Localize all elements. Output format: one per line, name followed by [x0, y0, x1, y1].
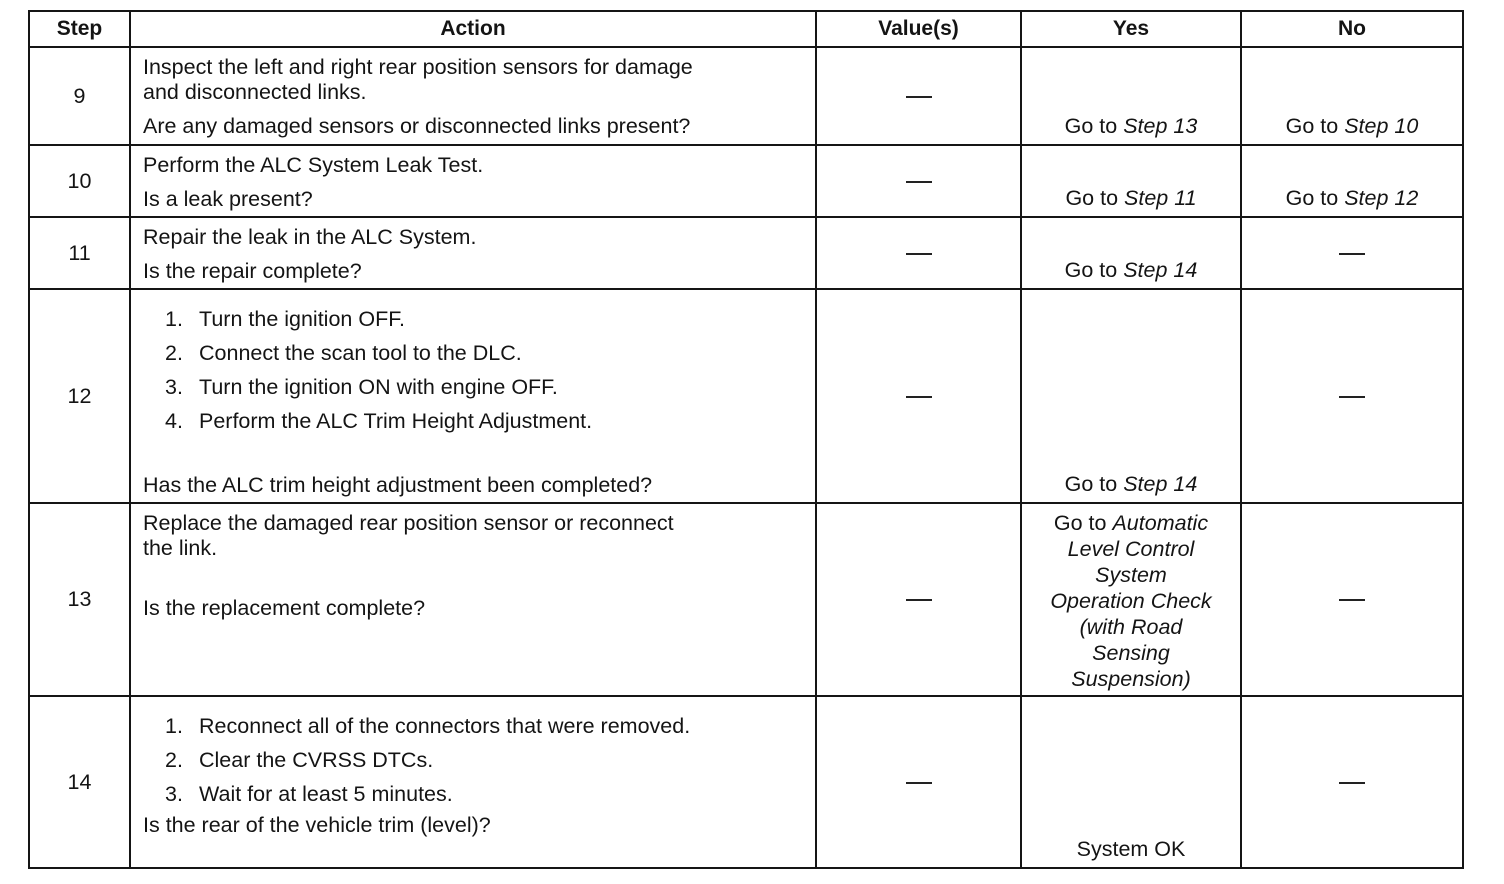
list-item: 2. Clear the CVRSS DTCs.: [165, 748, 434, 772]
yes-step-link: Step 13: [1123, 114, 1198, 138]
yes-prefix: Go to: [1064, 472, 1124, 496]
question-text: Is a leak present?: [143, 187, 313, 211]
yes-prefix: Go to: [1053, 511, 1113, 535]
dash-mark: [1339, 253, 1365, 255]
header-values: Value(s): [816, 11, 1021, 47]
dash-mark: [1339, 599, 1365, 601]
step-list: [143, 302, 805, 438]
step-number: 9: [29, 47, 130, 145]
yes-result: System OK: [1076, 837, 1186, 861]
yes-link-text: Level Control: [1067, 537, 1195, 561]
header-step: Step: [29, 11, 130, 47]
no-step-link: Step 10: [1344, 114, 1419, 138]
no-cell: [1241, 217, 1463, 289]
yes-prefix: Go to: [1064, 258, 1124, 282]
yes-link-text: System: [1095, 563, 1167, 587]
yes-cell: [1021, 696, 1241, 868]
action-text: the link.: [143, 536, 218, 560]
value-cell: [816, 47, 1021, 145]
yes-link-text: Operation Check: [1050, 589, 1212, 613]
action-cell: [130, 217, 816, 289]
dash-mark: [906, 181, 932, 183]
no-cell: [1241, 145, 1463, 217]
dash-mark: [906, 96, 932, 98]
yes-step-link: Step 14: [1123, 472, 1198, 496]
value-cell: [816, 696, 1021, 868]
no-prefix: Go to: [1285, 114, 1345, 138]
action-cell: [130, 503, 816, 696]
list-item: 3. Turn the ignition ON with engine OFF.: [165, 375, 558, 399]
question-text: Has the ALC trim height adjustment been completed?: [143, 473, 653, 497]
action-text: and disconnected links.: [143, 80, 367, 104]
dash-mark: [906, 782, 932, 784]
question-text: Is the replacement complete?: [143, 596, 426, 620]
table-row: [29, 503, 1463, 696]
action-cell: [130, 289, 816, 503]
no-cell: [1241, 289, 1463, 503]
yes-prefix: Go to: [1065, 186, 1125, 210]
yes-link-block: [1022, 510, 1240, 692]
value-cell: [816, 145, 1021, 217]
dash-mark: [1339, 396, 1365, 398]
diagnostic-table: [28, 10, 1464, 869]
yes-link-text: (with Road: [1079, 615, 1183, 639]
yes-link-text: Automatic: [1112, 511, 1209, 535]
action-text: Replace the damaged rear position sensor or reconnect: [143, 511, 674, 535]
step-number: 10: [29, 145, 130, 217]
list-item: 1. Reconnect all of the connectors that were removed.: [165, 714, 691, 738]
action-cell: [130, 47, 816, 145]
list-item: 1. Turn the ignition OFF.: [165, 307, 405, 331]
step-number: 13: [29, 503, 130, 696]
dash-mark: [906, 396, 932, 398]
value-cell: [816, 217, 1021, 289]
action-text: Perform the ALC System Leak Test.: [143, 153, 484, 177]
table-row: [29, 289, 1463, 503]
yes-step-link: Step 14: [1123, 258, 1198, 282]
action-text: Repair the leak in the ALC System.: [143, 225, 477, 249]
yes-cell: [1021, 145, 1241, 217]
step-list: [143, 709, 805, 811]
question-text: Is the repair complete?: [143, 259, 362, 283]
yes-prefix: Go to: [1064, 114, 1124, 138]
table-row: [29, 696, 1463, 868]
header-no: No: [1241, 11, 1463, 47]
no-cell: [1241, 47, 1463, 145]
no-cell: [1241, 696, 1463, 868]
table-row: [29, 217, 1463, 289]
action-text: Inspect the left and right rear position sensors for damage: [143, 55, 693, 79]
yes-cell: [1021, 217, 1241, 289]
step-number: 12: [29, 289, 130, 503]
dash-mark: [906, 599, 932, 601]
yes-link-text: Suspension): [1071, 667, 1191, 691]
header-row: [29, 11, 1463, 47]
yes-step-link: Step 11: [1124, 186, 1197, 210]
question-text: Is the rear of the vehicle trim (level)?: [143, 813, 491, 837]
no-prefix: Go to: [1285, 186, 1345, 210]
table-row: [29, 47, 1463, 145]
value-cell: [816, 289, 1021, 503]
list-item: 4. Perform the ALC Trim Height Adjustment.: [165, 409, 593, 433]
value-cell: [816, 503, 1021, 696]
no-cell: [1241, 503, 1463, 696]
step-number: 14: [29, 696, 130, 868]
yes-cell: [1021, 289, 1241, 503]
yes-cell: [1021, 503, 1241, 696]
action-cell: [130, 145, 816, 217]
table-row: [29, 145, 1463, 217]
header-yes: Yes: [1021, 11, 1241, 47]
dash-mark: [1339, 782, 1365, 784]
question-text: Are any damaged sensors or disconnected links present?: [143, 114, 691, 138]
dash-mark: [906, 253, 932, 255]
step-number: 11: [29, 217, 130, 289]
header-action: Action: [130, 11, 816, 47]
no-step-link: Step 12: [1344, 186, 1419, 210]
yes-cell: [1021, 47, 1241, 145]
yes-link-text: Sensing: [1092, 641, 1170, 665]
list-item: 2. Connect the scan tool to the DLC.: [165, 341, 522, 365]
list-item: 3. Wait for at least 5 minutes.: [165, 782, 453, 806]
action-cell: [130, 696, 816, 868]
